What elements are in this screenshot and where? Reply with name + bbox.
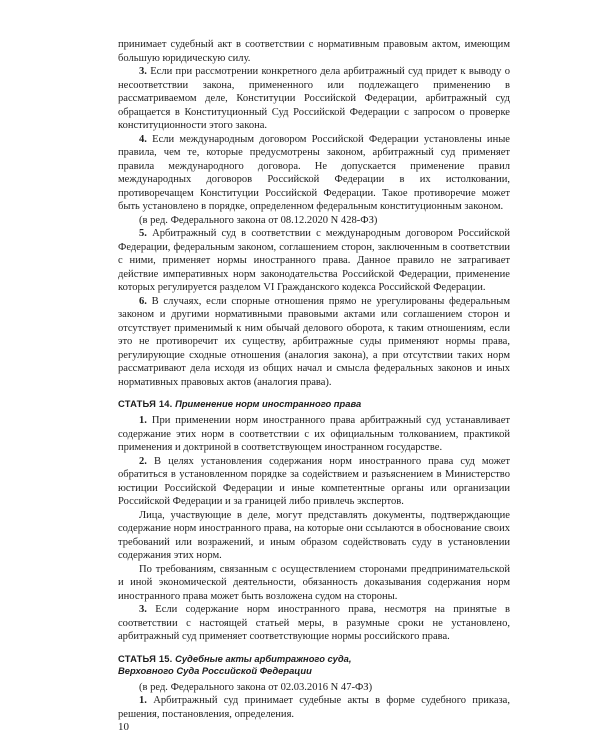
- article-title: Применение норм иностранного права: [175, 398, 362, 409]
- paragraph-item: [118, 455, 510, 509]
- paragraph-item: [118, 227, 510, 295]
- paragraph-item: [118, 694, 510, 721]
- paragraph-text: При применении норм иностранного права арбитражный суд устанавливает содержание этих норм в соответствии с их официальным толкованием, практикой применения и доктриной в соответствующем иностранном государстве.: [118, 415, 510, 453]
- article-14-heading: [118, 398, 510, 410]
- paragraph-text: В целях установления содержания норм иностранного права суд может обратиться в установленном порядке за содействием и разъяснением в Министерство юстиции Российской Федерации и иные компетентные органы или организации Российской Федерации и за границей либо привлечь экспертов.: [118, 455, 511, 507]
- paragraph-number: 1.: [139, 695, 147, 706]
- paragraph-text: (в ред. Федерального закона от 02.03.2016 N 47-ФЗ): [139, 681, 373, 693]
- article-title-line-2: Верховного Суда Российской Федерации: [118, 664, 312, 676]
- paragraph-item: [118, 414, 510, 455]
- paragraph-text: (в ред. Федерального закона от 08.12.2020 N 428-ФЗ): [139, 214, 378, 226]
- paragraph-text: Если содержание норм иностранного права, несмотря на принятые в соответствии с настоящей статьей меры, в разумные сроки не установлено, арбитражный суд применяет соответствующие нормы российского права.: [118, 604, 510, 642]
- paragraph-group-article-15: [118, 681, 510, 722]
- paragraph-text: принимает судебный акт в соответствии с нормативным правовым актом, имеющим большую юридическую силу.: [118, 39, 510, 64]
- paragraph-plain: [118, 509, 510, 563]
- paragraph-text: Если международным договором Российской Федерации установлены иные правила, чем те, которые предусмотрены законом, арбитражный суд применяет правила международного договора. Не допускается применение правил международных договоров Российской Федерации в их истолковании, противоречащем Конституции Российской Федерации. Такое противоречие может быть установлено в порядке, определенном федеральным конституционным законом.: [118, 133, 510, 212]
- paragraph-group-article-14: [118, 414, 510, 644]
- article-15-heading: [118, 653, 510, 677]
- paragraph-group-article-13: [118, 38, 510, 389]
- paragraph-text: Если при рассмотрении конкретного дела арбитражный суд придет к выводу о несоответствии закона, примененного или подлежащего применению в рассматриваемом деле, Конституции Российской Федерации, арбитражный суд обращается в Конституционный Суд Российской Федерации с запросом о проверке конституционности этого закона.: [118, 66, 510, 131]
- paragraph-number: 4.: [139, 133, 147, 145]
- article-label: СТАТЬЯ 14.: [118, 398, 173, 409]
- paragraph-number: 5.: [139, 228, 147, 239]
- amendment-note: [118, 214, 510, 228]
- paragraph-item: [118, 295, 510, 390]
- paragraph-text: По требованиям, связанным с осуществлением сторонами предпринимательской и иной экономической деятельности, обязанность доказывания содержания норм иностранного права может быть возложена судом на стороны.: [118, 563, 510, 602]
- paragraph-text: Арбитражный суд в соответствии с международным договором Российской Федерации, федеральным законом, соглашением сторон, заключенным в соответствии с ними, применяет нормы иностранного права. Данное правило не затрагивает действие императивных норм законодательства Российской Федерации, применение которых регулируется разделом VI Гражданского кодекса Российской Федерации.: [118, 228, 511, 293]
- paragraph-number: 3.: [139, 66, 147, 77]
- document-page: [118, 38, 510, 721]
- article-title-line-1: Судебные акты арбитражного суда,: [175, 652, 352, 664]
- paragraph-number: 1.: [139, 415, 147, 426]
- paragraph-number: 2.: [139, 455, 147, 467]
- paragraph-number: 3.: [139, 604, 147, 615]
- paragraph-item: [118, 65, 510, 133]
- paragraph-plain: [118, 563, 510, 604]
- page-number: 10: [118, 721, 129, 733]
- paragraph-continuation: [118, 38, 510, 65]
- amendment-note: [118, 681, 510, 695]
- paragraph-text: Лица, участвующие в деле, могут представлять документы, подтверждающие содержание норм иностранного права, на которые они ссылаются в обоснование своих требований или возражений, и иным образом содействовать суду в установлении содержания этих норм.: [118, 509, 510, 561]
- article-label: СТАТЬЯ 15.: [118, 652, 173, 664]
- paragraph-text: В случаях, если спорные отношения прямо не урегулированы федеральным законом и другими нормативными правовыми актами или соглашением сторон и отсутствует применимый к ним обычай делового оборота, к таким отношениям, если это не противоречит их существу, арбитражные суды применяют нормы права, регулирующие сходные отношения (аналогия закона), а при отсутствии таких норм рассматривают дела исходя из общих начал и смысла федеральных законов и иных нормативных правовых актов (аналогия права).: [118, 295, 510, 388]
- paragraph-item: [118, 133, 510, 214]
- paragraph-number: 6.: [139, 295, 147, 307]
- paragraph-text: Арбитражный суд принимает судебные акты в форме судебного приказа, решения, постановления, определения.: [118, 695, 510, 720]
- paragraph-item: [118, 603, 510, 644]
